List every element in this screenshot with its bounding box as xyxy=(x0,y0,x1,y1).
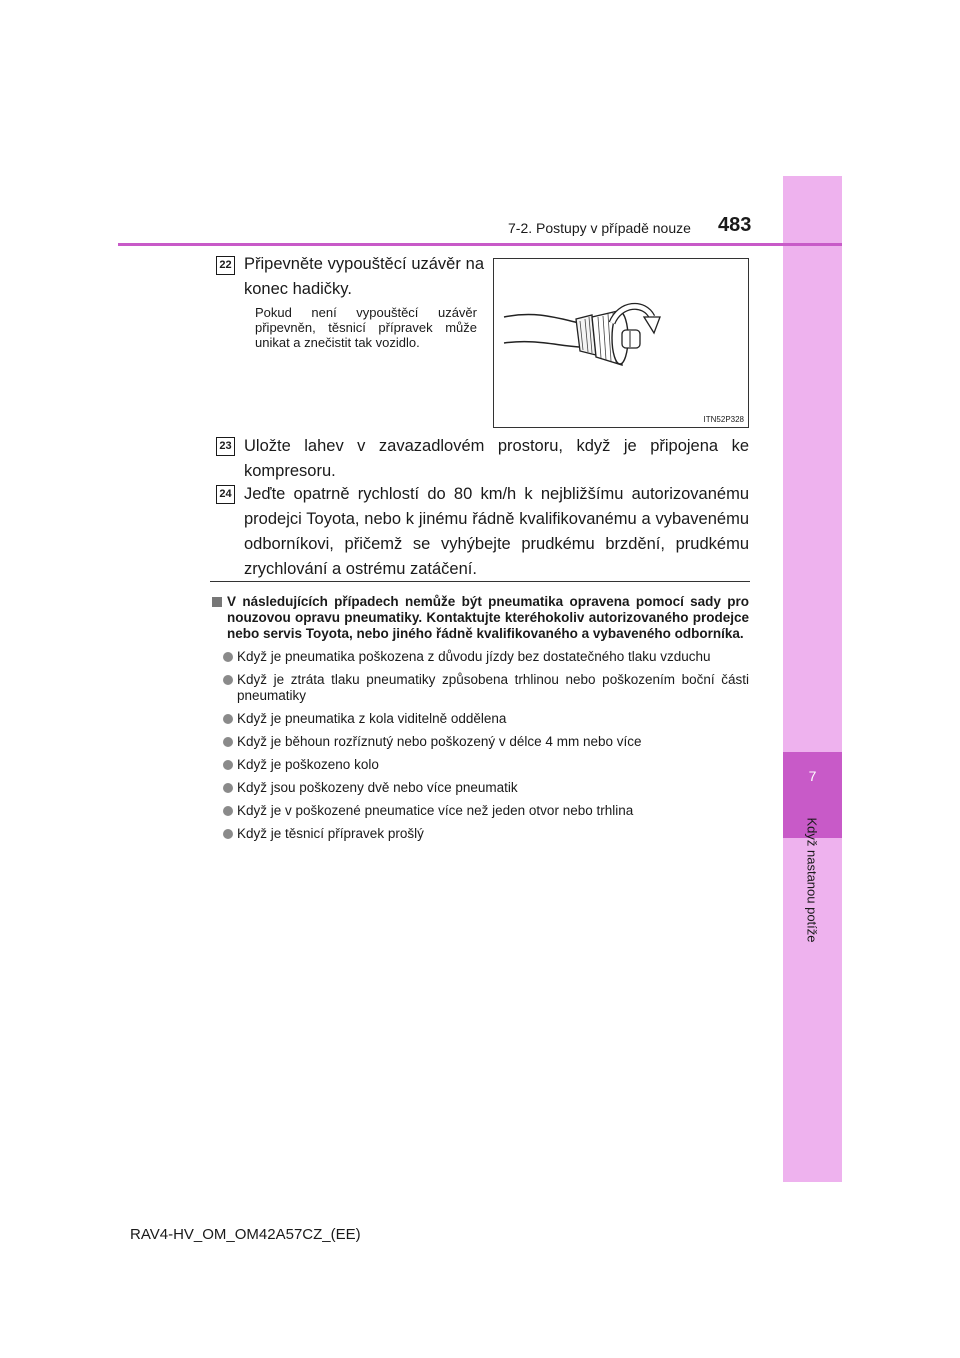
illustration-hose-cap xyxy=(493,258,749,428)
section-title: 7-2. Postupy v případě nouze xyxy=(508,220,691,236)
list-item: Když je v poškozené pneumatice více než jeden otvor nebo trhlina xyxy=(212,803,749,819)
bullet-dot-icon xyxy=(223,783,233,793)
step-number-24: 24 xyxy=(216,485,235,504)
document-code: RAV4-HV_OM_OM42A57CZ_(EE) xyxy=(130,1226,361,1243)
chapter-side-tab xyxy=(783,176,842,1182)
step-number-22: 22 xyxy=(216,256,235,275)
bullet-dot-icon xyxy=(223,829,233,839)
bullet-dot-icon xyxy=(223,714,233,724)
list-item: Když je pneumatika poškozena z důvodu jízdy bez dostatečného tlaku vzduchu xyxy=(212,649,749,665)
bullet-dot-icon xyxy=(223,675,233,685)
info-section xyxy=(212,594,749,849)
bullet-dot-icon xyxy=(223,760,233,770)
info-heading-text: V následujících případech nemůže být pneumatika opravena pomocí sady pro nouzovou opravu pneumatiky. Kontaktujte kteréhokoliv autorizovaného prodejce nebo servis Toyota, nebo jiného řádně kvalifikovaného a vybaveného odborníka. xyxy=(227,594,749,641)
step-24-text: Jeďte opatrně rychlostí do 80 km/h k nejbližšímu autorizovanému prodejci Toyota, nebo k jinému řádně kvalifikovanému a vybavenému odborníkovi, přičemž se vyhýbejte prudkému brzdění, prudkému zrychlování a ostrému zatáčení. xyxy=(244,485,749,578)
section-divider xyxy=(210,581,750,582)
hose-cap-rotate-icon xyxy=(494,259,748,427)
step-number-23: 23 xyxy=(216,437,235,456)
bullet-dot-icon xyxy=(223,652,233,662)
list-item: Když jsou poškozeny dvě nebo více pneumatik xyxy=(212,780,749,796)
list-item: Když je poškozeno kolo xyxy=(212,757,749,773)
step-23-text: Uložte lahev v zavazadlovém prostoru, když je připojena ke kompresoru. xyxy=(244,437,749,480)
square-bullet-icon xyxy=(212,597,222,607)
chapter-number: 7 xyxy=(808,768,817,784)
list-item: Když je pneumatika z kola viditelně oddělena xyxy=(212,711,749,727)
list-item: Když je běhoun rozříznutý nebo poškozený v délce 4 mm nebo více xyxy=(212,734,749,750)
info-heading xyxy=(212,594,749,642)
page-number: 483 xyxy=(718,214,752,236)
list-item: Když je těsnicí přípravek prošlý xyxy=(212,826,749,842)
step-22-note: Pokud není vypouštěcí uzávěr připevněn, těsnicí přípravek může unikat a znečistit tak vozidlo. xyxy=(255,305,477,350)
condition-list xyxy=(212,649,749,842)
list-item: Když je ztráta tlaku pneumatiky způsobena trhlinou nebo poškozením boční části pneumatiky xyxy=(212,672,749,704)
step-22-text: Připevněte vypouštěcí uzávěr na konec hadičky. xyxy=(244,255,484,298)
figure-code: ITN52P328 xyxy=(703,415,744,424)
chapter-title: Když nastanou potíže xyxy=(804,817,820,943)
bullet-dot-icon xyxy=(223,806,233,816)
header-divider xyxy=(118,243,842,246)
bullet-dot-icon xyxy=(223,737,233,747)
